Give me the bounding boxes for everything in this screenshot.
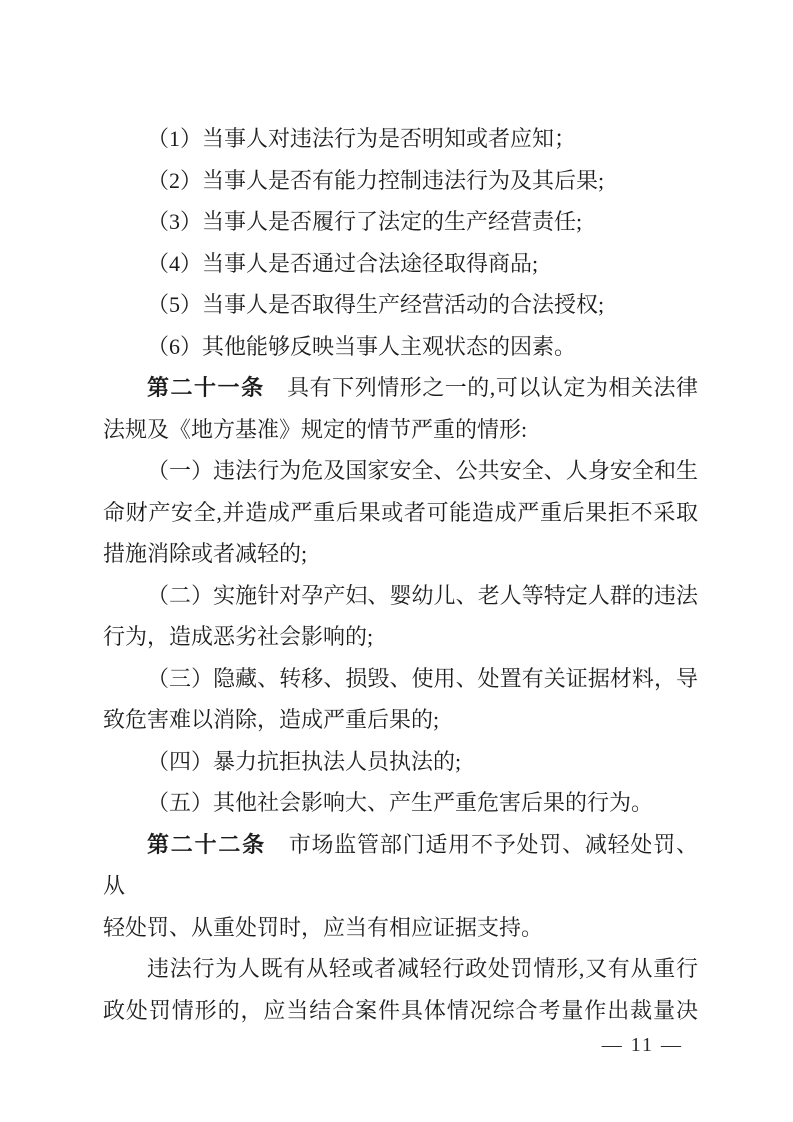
line-text: （5）当事人是否取得生产经营活动的合法授权; xyxy=(147,292,605,317)
text-line xyxy=(103,284,698,326)
line-text: 违法行为人既有从轻或者减轻行政处罚情形,又有从重行 xyxy=(147,956,698,981)
text-line xyxy=(103,658,698,700)
line-text: 轻处罚、从重处罚时，应当有相应证据支持。 xyxy=(103,914,544,940)
line-text: （四）暴力抗拒执法人员执法的; xyxy=(147,748,462,774)
text-line xyxy=(103,699,698,741)
text-line xyxy=(103,782,698,824)
item-1 xyxy=(103,118,698,160)
article-number: 第二十一条 xyxy=(147,375,265,400)
line-text: （1）当事人对违法行为是否明知或者应知； xyxy=(147,126,577,151)
text-line xyxy=(103,575,698,617)
text-line xyxy=(103,409,698,451)
item-2 xyxy=(103,160,698,202)
line-text: 具有下列情形之一的,可以认定为相关法律 xyxy=(264,375,698,400)
line-text: （2）当事人是否有能力控制违法行为及其后果; xyxy=(147,167,605,193)
item-3 xyxy=(103,201,698,243)
line-text: 政处罚情形的，应当结合案件具体情况综合考量作出裁量决 xyxy=(103,997,698,1023)
line-text: （6）其他能够反映当事人主观状态的因素。 xyxy=(147,333,577,359)
item-6 xyxy=(103,326,698,368)
page-number: — 11 — xyxy=(601,1034,683,1056)
clause-wu xyxy=(103,782,698,824)
line-text: （4）当事人是否通过合法途径取得商品; xyxy=(147,250,539,276)
text-line xyxy=(103,492,698,534)
line-text: 市场监管部门适用不予处罚、减轻处罚、从 xyxy=(103,831,698,898)
text-line xyxy=(103,201,698,243)
article-22 xyxy=(103,824,698,949)
text-line xyxy=(103,243,698,285)
clause-er xyxy=(103,575,698,658)
text-line xyxy=(103,616,698,658)
text-line xyxy=(103,326,698,368)
text-line xyxy=(103,990,698,1032)
text-line xyxy=(103,450,698,492)
clause-yi xyxy=(103,450,698,575)
document-body xyxy=(103,118,698,1031)
item-5 xyxy=(103,284,698,326)
item-4 xyxy=(103,243,698,285)
line-text: （三）隐藏、转移、损毁、使用、处置有关证据材料，导 xyxy=(147,665,698,691)
article-21 xyxy=(103,367,698,450)
text-line xyxy=(103,533,698,575)
text-line xyxy=(103,367,698,409)
line-text: （五）其他社会影响大、产生严重危害后果的行为。 xyxy=(147,790,654,815)
line-text: 命财产安全,并造成严重后果或者可能造成严重后果拒不采取 xyxy=(103,499,698,525)
text-line xyxy=(103,907,698,949)
line-text: 行为，造成恶劣社会影响的; xyxy=(103,624,374,649)
text-line xyxy=(103,948,698,990)
line-text: （二）实施针对孕产妇、婴幼儿、老人等特定人群的违法 xyxy=(147,582,698,608)
text-line xyxy=(103,824,698,907)
text-line xyxy=(103,160,698,202)
text-line xyxy=(103,118,698,160)
article-number: 第二十二条 xyxy=(147,831,266,857)
clause-san xyxy=(103,658,698,741)
line-text: 法规及《地方基准》规定的情节严重的情形: xyxy=(103,416,528,442)
clause-si xyxy=(103,741,698,783)
text-line xyxy=(103,741,698,783)
line-text: （3）当事人是否履行了法定的生产经营责任; xyxy=(147,209,583,234)
page-footer xyxy=(602,1033,683,1057)
line-text: 致危害难以消除，造成严重后果的; xyxy=(103,707,440,732)
line-text: （一）违法行为危及国家安全、公共安全、人身安全和生 xyxy=(147,458,698,483)
line-text: 措施消除或者减轻的; xyxy=(103,541,308,566)
closing-paragraph xyxy=(103,948,698,1031)
